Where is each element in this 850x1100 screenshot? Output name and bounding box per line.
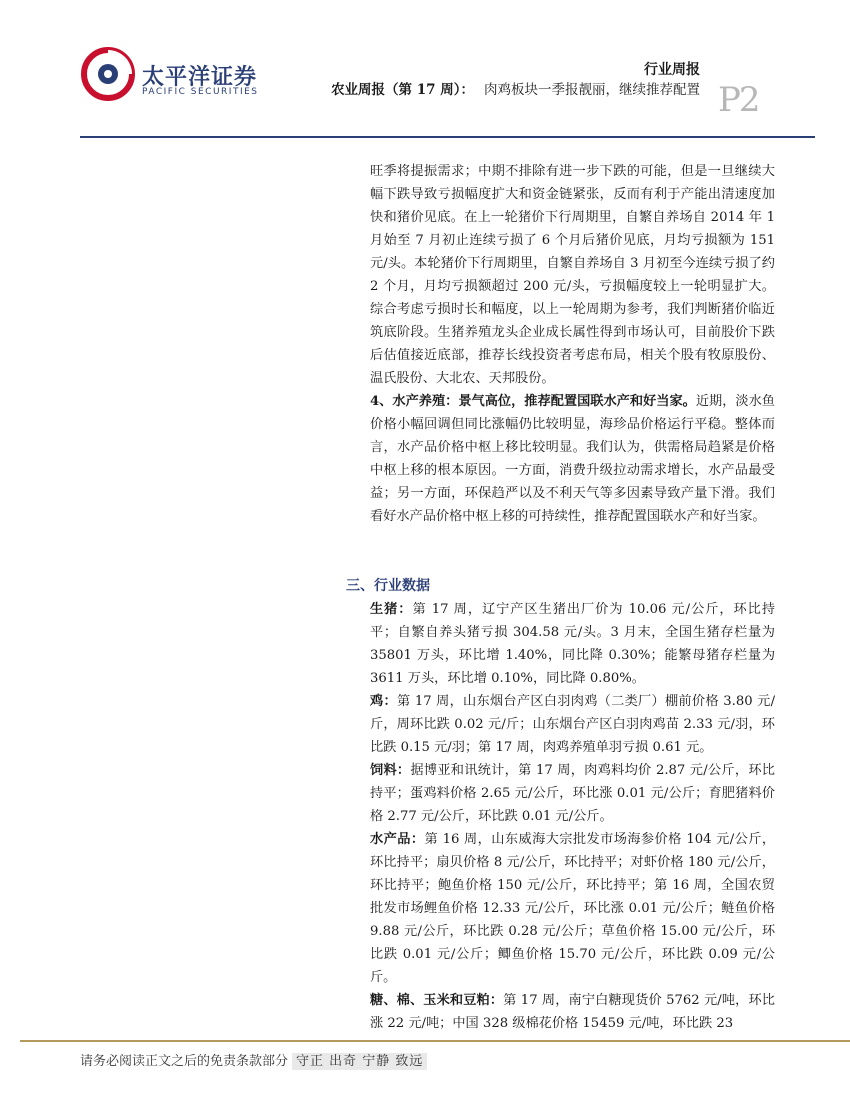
logo-english-name: PACIFIC SECURITIES bbox=[142, 87, 259, 97]
data-item-aquatic bbox=[370, 828, 775, 989]
data-item-label: 饲料： bbox=[370, 763, 411, 778]
data-item-feed bbox=[370, 759, 775, 828]
data-item-label: 生猪： bbox=[370, 602, 413, 617]
data-item-label: 糖、棉、玉米和豆粕： bbox=[370, 993, 504, 1008]
main-content bbox=[370, 160, 775, 528]
page-footer bbox=[80, 1050, 427, 1069]
data-item-text: 据博亚和讯统计，第 17 周，肉鸡料均价 2.87 元/公斤，环比持平；蛋鸡料价格 2.65 元/公斤，环比涨 0.01 元/公斤；育肥猪料价格 2.77 元/公斤，环比跌 0.01 元/公斤。 bbox=[370, 763, 775, 824]
data-item-text: 第 16 周，山东威海大宗批发市场海参价格 104 元/公斤，环比持平；扇贝价格 8 元/公斤，环比持平；对虾价格 180 元/公斤，环比持平；鲍鱼价格 150 元/公斤，环比持平；第 16 周，全国农贸批发市场鲤鱼价格 12.33 元/公斤，环比涨 0.01 元/公斤；鲢鱼价格 9.88 元/公斤，环比跌 0.28 元/公斤；草鱼价格 15.00 元/公斤，环比跌 0.01 元/公斤；鲫鱼价格 15.70 元/公斤，环比跌 0.09 元/公斤。 bbox=[370, 832, 776, 985]
aquaculture-paragraph bbox=[370, 390, 775, 528]
section-title: 三、行业数据 bbox=[346, 578, 430, 594]
data-item-text: 第 17 周，辽宁产区生猪出厂价为 10.06 元/公斤，环比持平；自繁自养头猪亏损 304.58 元/头。3 月末，全国生猪存栏量为 35801 万头，环比增 1.40%，同比降 0.30%；能繁母猪存栏量为 3611 万头，环比增 0.10%，同比降 0.80%。 bbox=[370, 602, 776, 686]
pig-analysis-paragraph: 旺季将提振需求；中期不排除有进一步下跌的可能，但是一旦继续大幅下跌导致亏损幅度扩大和资金链紧张，反而有利于产能出清速度加快和猪价见底。在上一轮猪价下行周期里，自繁自养场自 2014 年 1 月始至 7 月初止连续亏损了 6 个月后猪价见底，月均亏损额为 151 元/头。本轮猪价下行周期里，自繁自养场自 3 月初至今连续亏损了约 2 个月，月均亏损额超过 200 元/头，亏损幅度较上一轮明显扩大。综合考虑亏损时长和幅度，以上一轮周期为参考，我们判断猪价临近筑底阶段。生猪养殖龙头企业成长属性得到市场认可，目前股价下跌后估值接近底部，推荐长线投资者考虑布局，相关个股有牧原股份、温氏股份、大北农、天邦股份。 bbox=[370, 164, 775, 386]
report-title bbox=[331, 78, 700, 98]
page-number: P2 bbox=[718, 80, 759, 120]
data-item-commodities bbox=[370, 989, 775, 1035]
footer-divider bbox=[20, 1040, 850, 1042]
data-item-label: 水产品： bbox=[370, 832, 425, 847]
report-subtitle: 肉鸡板块一季报靓丽，继续推荐配置 bbox=[484, 82, 700, 98]
header-divider bbox=[80, 136, 815, 138]
data-item-chicken bbox=[370, 690, 775, 759]
company-logo-icon bbox=[80, 46, 136, 102]
aquaculture-heading: 4、水产养殖：景气高位，推荐配置国联水产和好当家。 bbox=[370, 394, 696, 409]
page-header bbox=[0, 0, 850, 140]
industry-data-list bbox=[370, 598, 775, 1035]
data-item-text: 第 17 周，南宁白糖现货价 5762 元/吨，环比涨 22 元/吨；中国 328 级棉花价格 15459 元/吨，环比跌 23 bbox=[370, 993, 775, 1031]
report-name: 农业周报（第 17 周）： bbox=[331, 82, 474, 98]
footer-disclaimer: 请务必阅读正文之后的免责条款部分 bbox=[80, 1054, 289, 1069]
data-item-label: 鸡： bbox=[370, 694, 397, 709]
report-category: 行业周报 bbox=[644, 62, 700, 78]
data-item-text: 第 17 周，山东烟台产区白羽肉鸡（二类厂）棚前价格 3.80 元/斤，周环比跌 0.02 元/斤；山东烟台产区白羽肉鸡苗 2.33 元/羽，环比跌 0.15 元/羽；第 17 周，肉鸡养殖单羽亏损 0.61 元。 bbox=[370, 694, 776, 755]
aquaculture-text: 近期，淡水鱼价格小幅回调但同比涨幅仍比较明显，海珍品价格运行平稳。整体而言，水产品价格中枢上移比较明显。我们认为，供需格局趋紧是价格中枢上移的根本原因。一方面，消费升级拉动需求增长，水产品最受益；另一方面，环保趋严以及不利天气等多因素导致产量下滑。我们看好水产品价格中枢上移的可持续性，推荐配置国联水产和好当家。 bbox=[370, 394, 775, 524]
footer-motto: 守正 出奇 宁静 致远 bbox=[292, 1053, 427, 1070]
data-item-pig bbox=[370, 598, 775, 690]
logo-chinese-name: 太平洋证券 bbox=[142, 65, 258, 90]
